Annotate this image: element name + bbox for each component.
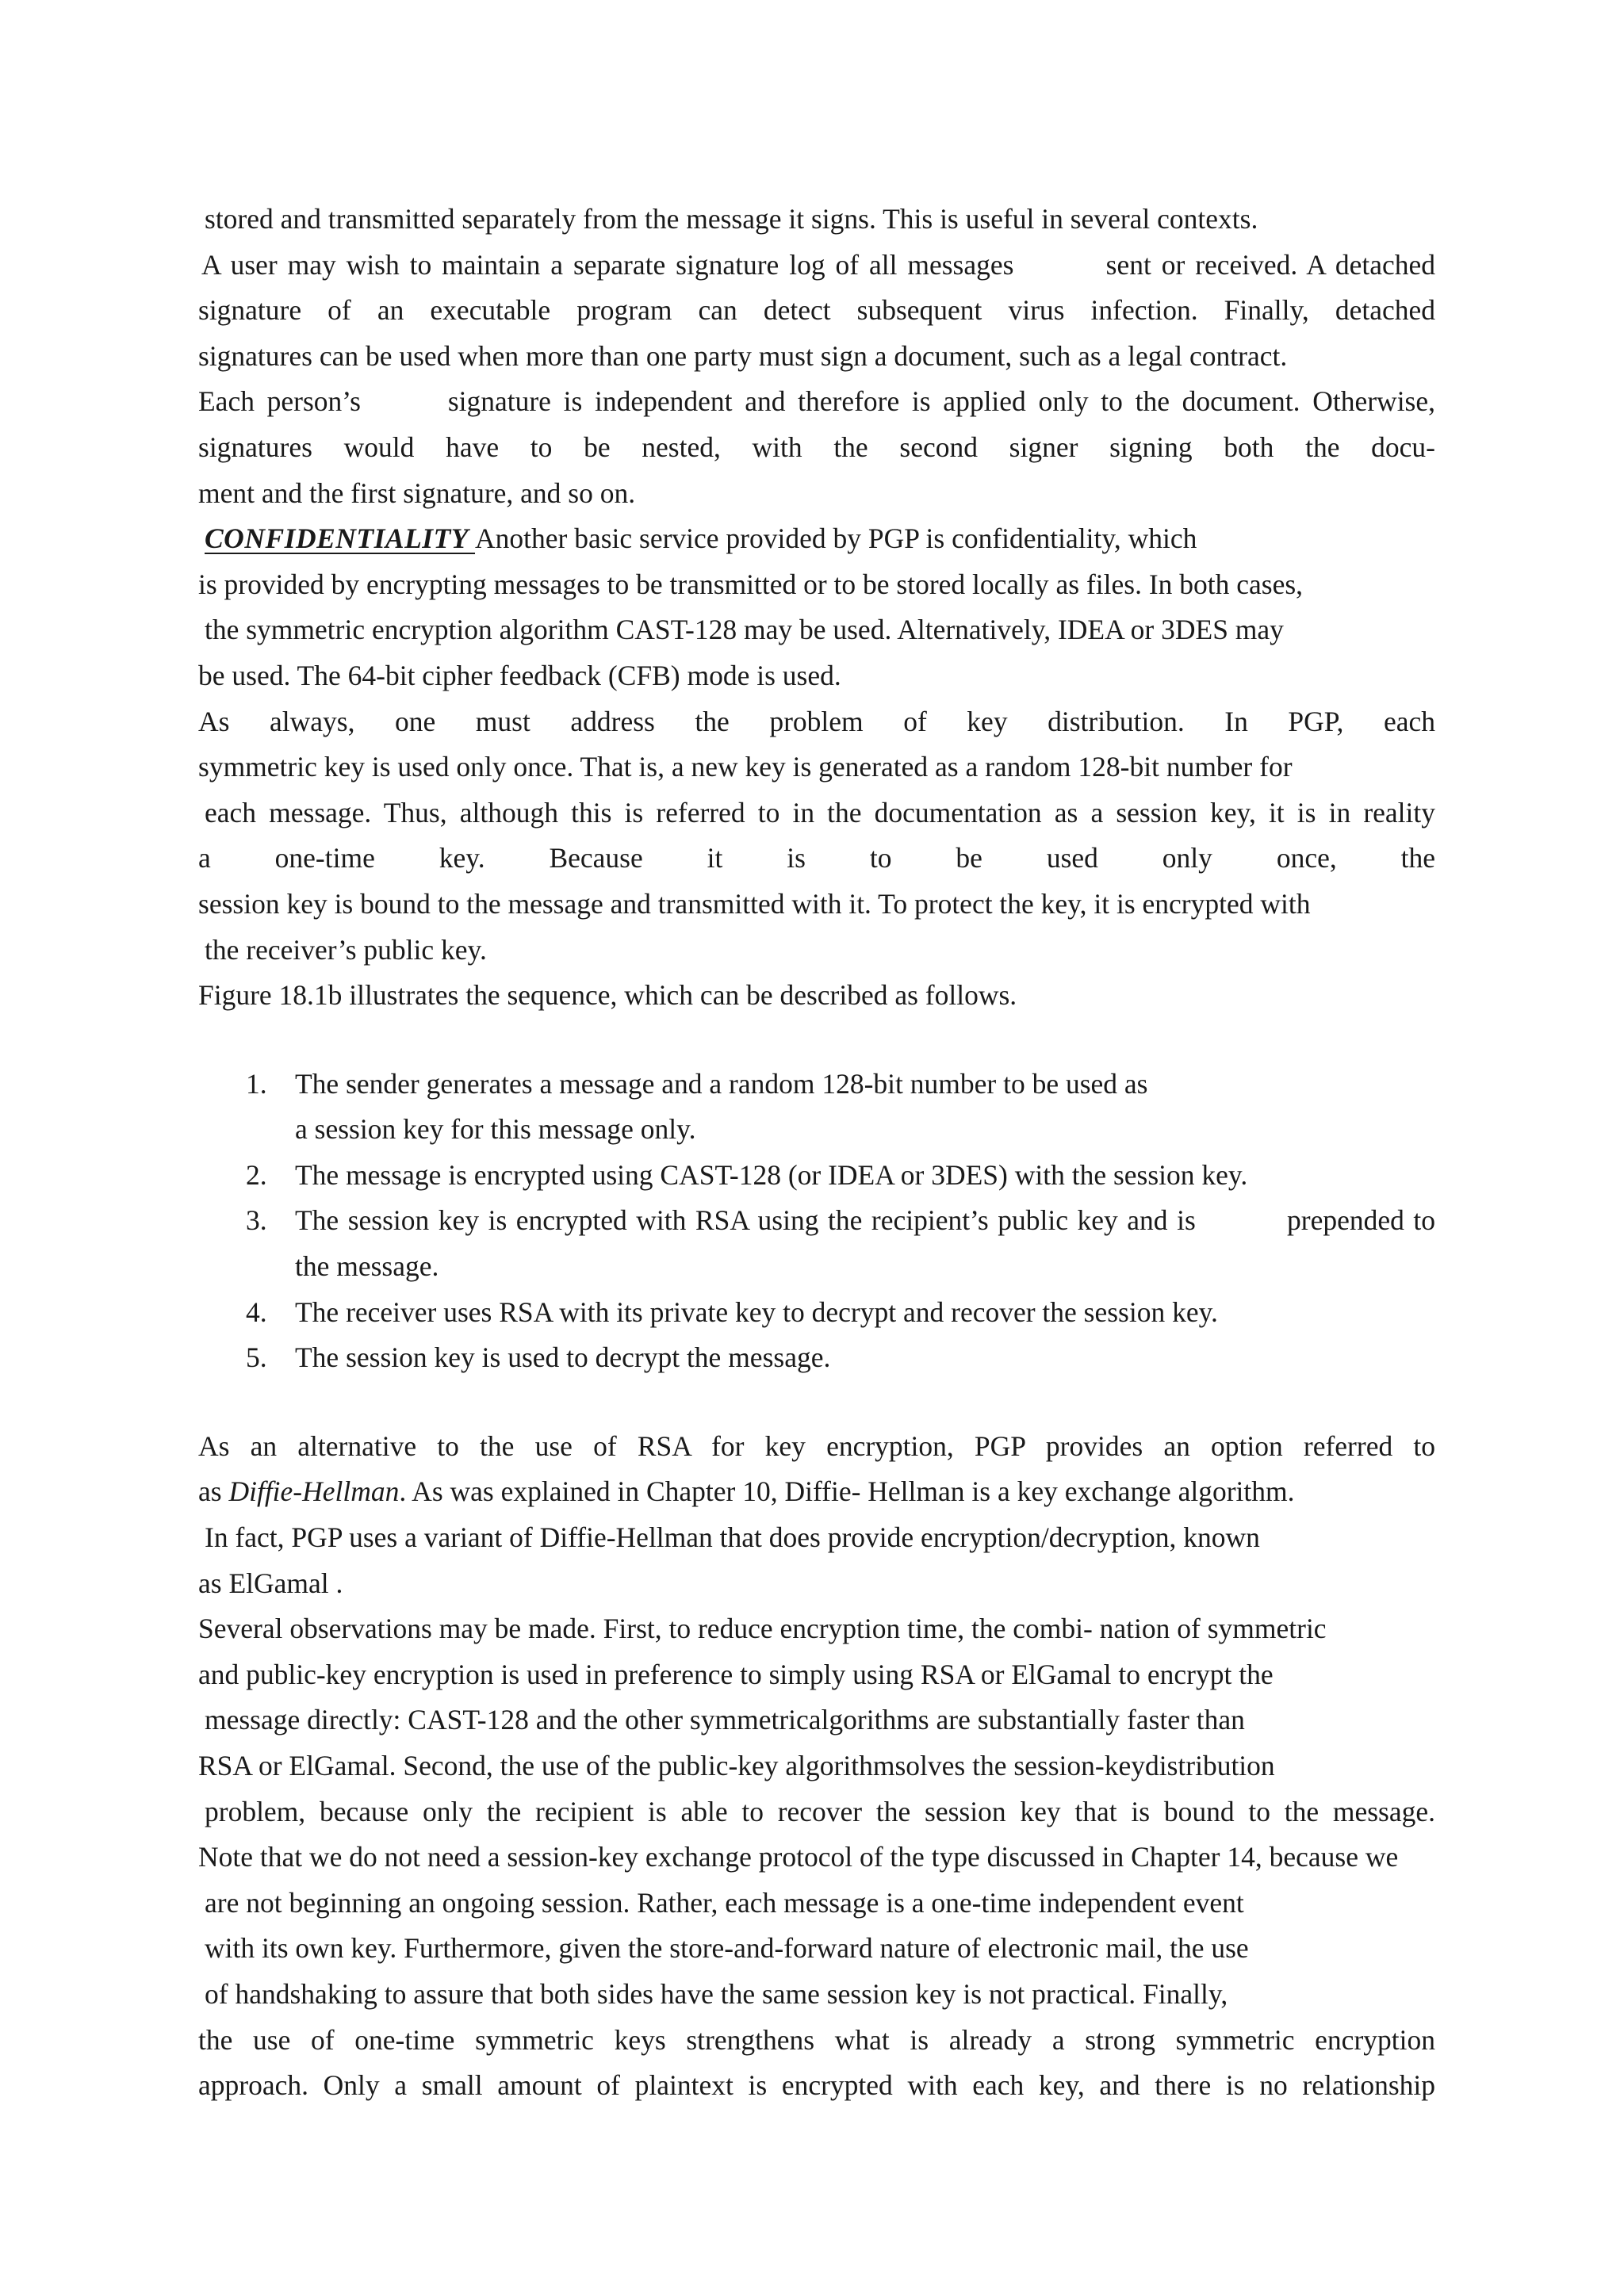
text-line: stored and transmitted separately from the message it signs. This is useful in several contexts. <box>205 203 1258 235</box>
document-page <box>198 197 1435 2109</box>
list-number: 4. <box>246 1295 267 1328</box>
text-line: Each person’s signature is independent and therefore is applied only to the document. Otherwise, <box>198 385 1435 418</box>
list-number: 5. <box>246 1341 267 1374</box>
text-line: ment and the first signature, and so on. <box>198 476 636 509</box>
list-item <box>246 1335 1435 1381</box>
emphasis-term: Diffie-Hellman <box>228 1475 400 1508</box>
text-line: symmetric key is used only once. That is, a new key is generated as a random 128-bit number for <box>198 751 1293 783</box>
list-number: 2. <box>246 1158 267 1191</box>
list-number: 1. <box>246 1067 267 1100</box>
text-line: As always, one must address the problem of key distribution. In PGP, each <box>198 705 1435 737</box>
list-item-text: The session key is encrypted with RSA using the recipient’s public key and is prepended to <box>295 1204 1435 1237</box>
list-number: 3. <box>246 1204 267 1237</box>
text-line <box>198 1469 1435 1515</box>
text-line: Figure 18.1b illustrates the sequence, which can be described as follows. <box>198 979 1017 1012</box>
list-item <box>246 1290 1435 1336</box>
text-line: message directly: CAST-128 and the other symmetricalgorithms are substantially faster than <box>205 1704 1245 1736</box>
text-line: and public-key encryption is used in preference to simply using RSA or ElGamal to encrypt the <box>198 1658 1274 1690</box>
heading-line-text: Another basic service provided by PGP is confidentiality, which <box>475 522 1197 555</box>
list-item <box>246 1153 1435 1199</box>
list-item <box>246 1062 1435 1153</box>
text-line: a one-time key. Because it is to be used only once, the <box>198 842 1435 874</box>
steps-list <box>198 1062 1435 1381</box>
paragraph-detached-signatures <box>198 197 1435 516</box>
text-line: is provided by encrypting messages to be transmitted or to be stored locally as files. In both cases, <box>198 568 1304 600</box>
text-line: In fact, PGP uses a variant of Diffie-Hellman that does provide encryption/decryption, known <box>205 1521 1260 1554</box>
text-line <box>198 516 1435 562</box>
text-line: of handshaking to assure that both sides have the same session key is not practical. Finally, <box>205 1977 1228 2010</box>
list-item-text: a session key for this message only. <box>295 1113 696 1146</box>
list-item-text: The receiver uses RSA with its private key to decrypt and recover the session key. <box>295 1295 1218 1328</box>
text-line: each message. Thus, although this is referred to in the documentation as a session key, it is in reality <box>205 796 1435 828</box>
text-line: signature of an executable program can detect subsequent virus infection. Finally, detached <box>198 294 1435 327</box>
text-line: approach. Only a small amount of plaintext is encrypted with each key, and there is no relationship <box>198 2069 1435 2102</box>
section-confidentiality <box>198 516 1435 1019</box>
text-line: Note that we do not need a session-key exchange protocol of the type discussed in Chapter 14, because we <box>198 1841 1399 1873</box>
list-item-text: The sender generates a message and a random 128-bit number to be used as <box>295 1067 1148 1100</box>
text-run: . As was explained in Chapter 10, Diffie- Hellman is a key exchange algorithm. <box>399 1475 1295 1508</box>
text-line: session key is bound to the message and transmitted with it. To protect the key, it is encrypted with <box>198 887 1311 920</box>
text-run: as <box>198 1475 229 1508</box>
section-heading: CONFIDENTIALITY <box>205 522 476 555</box>
text-line: signatures can be used when more than one party must sign a document, such as a legal contract. <box>198 339 1288 372</box>
paragraph-diffie-hellman <box>198 1424 1435 1606</box>
text-line: Several observations may be made. First, to reduce encryption time, the combi- nation of symmetric <box>198 1613 1327 1645</box>
text-line: A user may wish to maintain a separate signature log of all messages sent or received. A detached <box>201 248 1435 281</box>
text-line: the use of one-time symmetric keys strengthens what is already a strong symmetric encryption <box>198 2023 1435 2056</box>
text-line: are not beginning an ongoing session. Rather, each message is a one-time independent event <box>205 1886 1244 1919</box>
text-line: signatures would have to be nested, with the second signer signing both the docu- <box>198 430 1435 463</box>
text-line: RSA or ElGamal. Second, the use of the public-key algorithmsolves the session-keydistribution <box>198 1750 1275 1781</box>
list-item <box>246 1198 1435 1289</box>
list-item-text: The message is encrypted using CAST-128 (or IDEA or 3DES) with the session key. <box>295 1158 1248 1191</box>
text-line: be used. The 64-bit cipher feedback (CFB) mode is used. <box>198 659 841 691</box>
text-line: the symmetric encryption algorithm CAST-128 may be used. Alternatively, IDEA or 3DES may <box>205 614 1284 646</box>
text-line: As an alternative to the use of RSA for key encryption, PGP provides an option referred to <box>198 1429 1435 1462</box>
text-line: as ElGamal . <box>198 1567 343 1599</box>
text-line: problem, because only the recipient is able to recover the session key that is bound to the message. <box>205 1795 1435 1827</box>
list-item-text: the message. <box>295 1250 439 1283</box>
text-line: with its own key. Furthermore, given the store-and-forward nature of electronic mail, the use <box>205 1932 1249 1965</box>
paragraph-observations <box>198 1606 1435 2109</box>
text-line: the receiver’s public key. <box>205 933 487 966</box>
list-item-text: The session key is used to decrypt the message. <box>295 1341 831 1374</box>
